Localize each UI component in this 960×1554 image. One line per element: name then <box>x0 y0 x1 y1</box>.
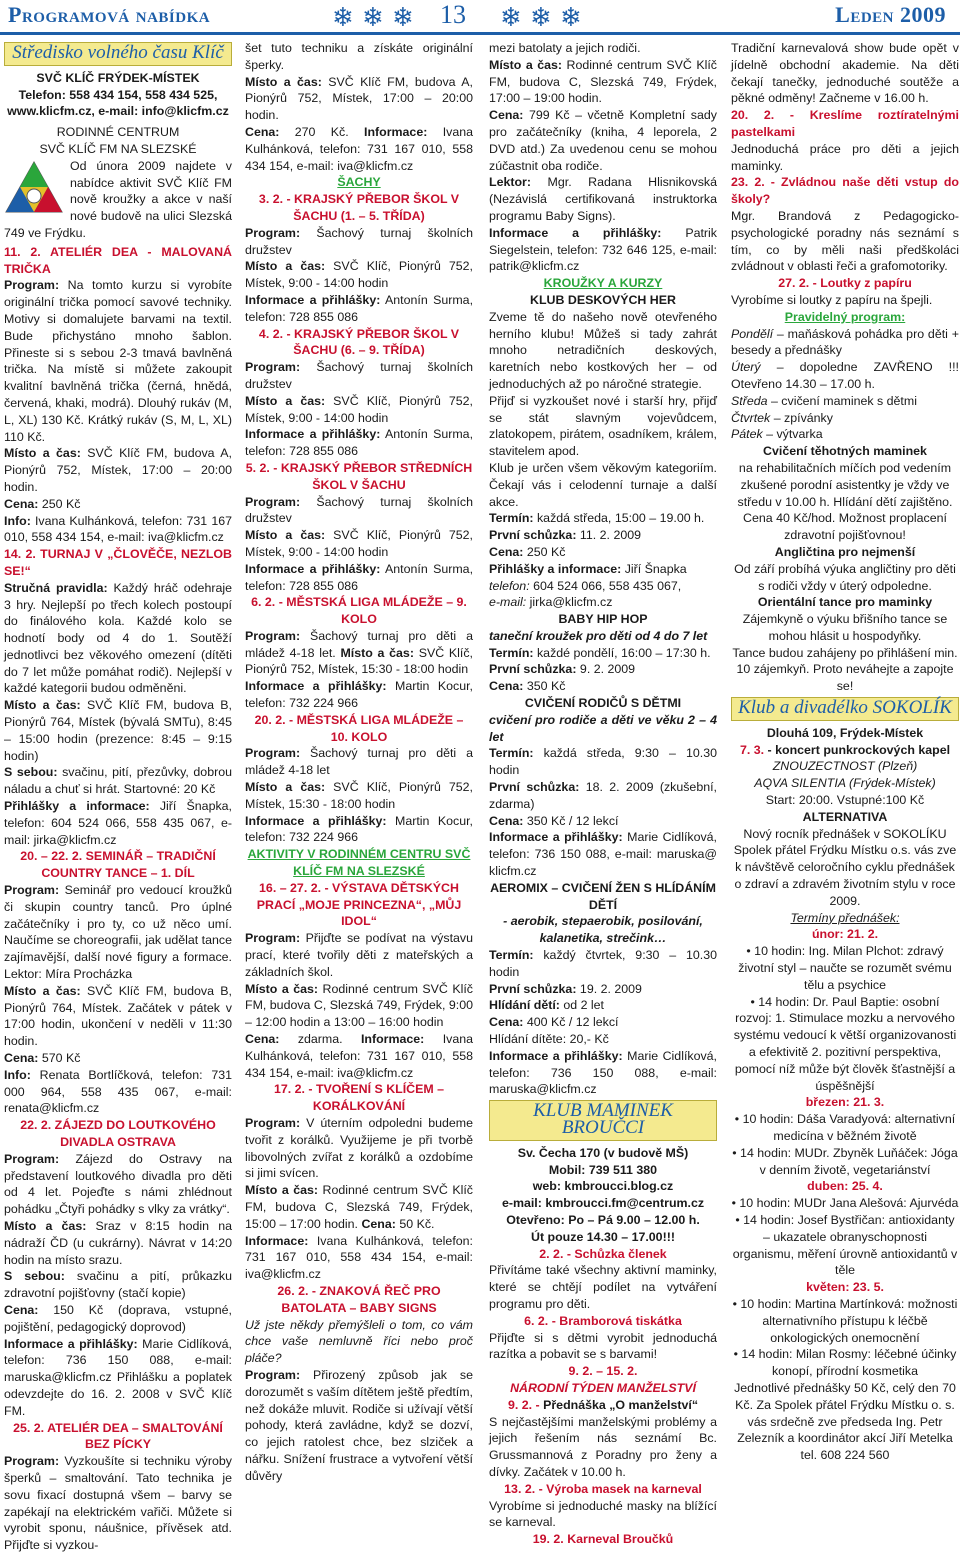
atelier-place: Místo a čas: SVČ Klíč FM, budova A, Pionýrů 752, Místek, 17:00 – 20:00 hodin. <box>4 446 232 494</box>
klub-e2-text: Přijďte si s dětmi vyrobit jednoduchá razítka a pobavit se s barvami! <box>489 1330 717 1362</box>
cont-lektor: Lektor: Mgr. Radana Hlisnikovská (Nezávislá certifikovaná instruktorka programu Baby Signs). <box>489 175 717 223</box>
centre-text: Od února 2009 najdete v nabídce aktivit SVČ Klíč FM nově kroužky a akce v naší nové budově na ulici Slezská 749 ve Frýdku. <box>4 158 232 240</box>
krouzky-heading: KROUŽKY A KURZY <box>543 276 663 291</box>
smaltovani-program: Program: Vyzkoušíte si techniku výroby šperků – smaltování. Tato technika je sovu fixací dostupná všem – barvy se zapékají na elektrickém vařiči. Můžete si vyrobit sponu, náušnice, přívěsek atd. Přijďte si vyzkou- <box>4 1454 232 1553</box>
deskove-text-3: Klub je určen všem věkovým kategoriím. Čekají vás i celodenní turnaje a další akce. <box>489 460 717 509</box>
zajezd-price: Cena: 150 Kč (doprava, vstupné, pojištění, pedagogický doprovod) <box>4 1302 232 1334</box>
cont-reg: Informace a přihlášky: Patrik Siegelstein, telefon: 732 646 125, e-mail: patrik@klicfm.cz <box>489 225 717 274</box>
org-name: SVČ KLÍČ FRÝDEK-MÍSTEK <box>36 70 200 85</box>
alt-month-3: duben: 25. 4. <box>807 1179 883 1194</box>
alt-text: Nový rocník přednášek v SOKOLÍKU Spolek přátel Frýdku Místku o.s. vás zve k návštěvě celoročního cyklu přednášek o zdraví a zdravém životním stylu v roce 2009. <box>733 826 957 908</box>
sachy-3-reg: Informace a přihlášky: Antonín Surma, telefon: 728 855 086 <box>245 561 474 593</box>
klub-e1-text: Přivítáme také všechny aktivní maminky, které se chtějí podílet na vytváření programu pro děti. <box>489 1263 717 1311</box>
vystava-place: Místo a čas: Rodinné centrum SVČ Klíč FM, budova C, Slezská 749, Frýdek, 9:00 – 12:00 hodin a 13:00 – 16:00 hodin <box>245 981 473 1030</box>
vystava-program: Program: Přijďte se podívat na výstavu prací, které tvořily děti z mateřských a základních škol. <box>245 931 473 979</box>
cviceni-price: Cena: 350 Kč / 12 lekcí <box>489 813 619 828</box>
aerobik-first: První schůzka: 19. 2. 2009 <box>489 981 642 996</box>
p3-title: 27. 2. - Loutky z papíru <box>778 276 912 291</box>
turnaj-place: Místo a čas: SVČ Klíč FM, budova B, Pionýrů 764, Místek (bývalá SMTu), 8:45 – 15:00 hodin (prezence: 8:45 – 9:15 hodin) <box>4 698 232 763</box>
atelier-title: 11. 2. ATELIÉR DEA - MALOVANÁ TRIČKA <box>4 244 232 276</box>
klub-e2-title: 6. 2. - Bramborová tiskátka <box>524 1313 682 1328</box>
sokolik-time: Start: 20:00. Vstupné:100 Kč <box>765 793 925 808</box>
hiphop-price: Cena: 350 Kč <box>489 679 566 694</box>
orient-title: Orientální tance pro maminky <box>757 595 933 610</box>
deskove-price: Cena: 250 Kč <box>489 544 566 559</box>
sachy-3-place: Místo a čas: SVČ Klíč, Pionýrů 752, Místek, 9:00 - 14:00 hodin <box>245 528 473 559</box>
seminar-info: Info: Renata Bortlíčková, telefon: 731 000 964, 558 435 067, e-mail: renata@klicfm.cz <box>4 1067 232 1116</box>
alt-terms: Termíny přednášek: <box>790 910 900 925</box>
snowflake-icon: ❄ <box>500 2 522 32</box>
turnaj-title: 14. 2. TURNAJ V „ČLOVĚČE, NEZLOB SE!“ <box>4 547 232 578</box>
sachy-2-place: Místo a čas: SVČ Klíč, Pionýrů 752, Místek, 9:00 - 14:00 hodin <box>245 393 473 425</box>
klub-e3-title: NÁRODNÍ TÝDEN MANŽELSTVÍ <box>510 1380 696 1395</box>
cont-price: Cena: 799 Kč – včetně Kompletní sady pro začátečníky (kniha, 4 leporela, 2 DVD atd.) Za uvedenou cenu se mohou zúčastnit oba rodiče. <box>489 108 717 173</box>
zajezd-program: Program: Zájezd do Ostravy na představení loutkového divadla pro děti od 4 let. Pojeďte s námi zhlédnout pohádku „Čtyři pohádky s vlky za vrátky“. <box>4 1151 232 1217</box>
zajezd-title: 22. 2. ZÁJEZD DO LOUTKOVÉHO DIVADLA OSTRAVA <box>20 1118 216 1149</box>
sachy-2-reg: Informace a přihlášky: Antonín Surma, telefon: 728 855 086 <box>245 427 474 459</box>
alt-m4-a: • 10 hodin: Martina Martínková: možnosti alternativního přístupu k léčbě onkologických onemocnění <box>732 1296 958 1345</box>
column-1 <box>4 40 233 1553</box>
sachy-1-program: Program: Šachový turnaj školních družstev <box>245 225 473 257</box>
cont-text: Tradiční karnevalová show bude opět v jídelně obchodní akademie. Na děti čekají tanečky, jednoduché soutěže a pěkné odměny! Začneme v 16.00 h. <box>731 41 959 106</box>
cviceni-term: Termín: každá středa, 9:30 – 10.30 hodin <box>489 746 717 778</box>
pravidelny-heading: Pravidelný program: <box>784 309 906 324</box>
klub-mobil: Mobil: 739 511 380 <box>548 1162 658 1177</box>
sachy-heading: ŠACHY <box>337 175 381 190</box>
angl-text: Od září probíhá výuka angličtiny pro děti s rodiči vždy v úterý odpoledne. <box>734 561 956 593</box>
cviceni-reg: Informace a přihlášky: Marie Cidlíková, telefon: 736 150 088, e-mail: maruska@ klicfm.cz <box>489 830 717 879</box>
deskove-tel: telefon: 604 524 066, 558 435 067, <box>489 578 682 593</box>
prav-3: Středa – cvičení maminek s dětmi <box>731 393 917 408</box>
column-4 <box>731 40 959 1463</box>
liga-2-title: 20. 2. - MĚSTSKÁ LIGA MLÁDEŽE – 10. KOLO <box>254 712 464 744</box>
p3-text: Vyrobíme si loutky z papíru na špejli. <box>731 292 933 307</box>
smaltovani-title: 25. 2. ATELIÉR DEA – SMALTOVÁNÍ BEZ PÍCKY <box>13 1420 223 1452</box>
vystava-title: 16. – 27. 2. - VÝSTAVA DĚTSKÝCH PRACÍ „MOJE PRINCEZNA“, „MŮJ IDOL“ <box>256 880 462 929</box>
koral-program: Program: V úterním odpoledni budeme tvořit z korálků. Využijeme je při tvorbě libovolných zvířat z korálků a ozdobíme si jimi svícen. <box>245 1116 473 1181</box>
prav-2: Úterý – dopoledne ZAVŘENO !!! Otevřeno 14.30 – 17.00 h. <box>731 360 959 391</box>
snowflake-icon: ❄ <box>362 2 384 32</box>
prav-4: Čtvrtek – zpívánky <box>731 410 833 425</box>
sachy-1-place: Místo a čas: SVČ Klíč, Pionýrů 752, Místek, 9:00 - 14:00 hodin <box>245 259 473 291</box>
org-web: www.klicfm.cz, e-mail: info@klicfm.cz <box>7 104 229 119</box>
sokolik-e1: 7. 3. - koncert punkrockových kapel <box>739 742 951 757</box>
cviceni-sub: cvičení pro rodiče a děti ve věku 2 – 4 let <box>489 712 717 744</box>
klic-logo-icon <box>4 160 64 216</box>
vystava-price: Cena: zdarma. Informace: Ivana Kulhánková, telefon: 731 167 010, 558 434 154, e-mail: iva@klicfm.cz <box>245 1032 473 1080</box>
box-title-broucci: KLUB MAMINEK BROUČCI <box>489 1100 717 1141</box>
seminar-program: Program: Seminář pro vedoucí kroužků či skupin country tanců. Pro úplné začátečníky i pro ty, co už něco umí. Naučíme se choreografii, jak udělat tance zajímavější, další nové figury a formace. Lektor: Míra Procházka <box>4 883 232 982</box>
deskove-text-1: Zveme tě do našeho nově otevřeného herního klubu! Můžeš si tady zahrát mnoho netradičních deskových, karetních nebo kostkových her – od jednoduchých až po náročné strategie. <box>489 309 717 391</box>
p2-title: 23. 2. - Zvládnou naše děti vstup do školy? <box>731 175 959 207</box>
prav-1: Pondělí – maňásková pohádka pro děti + besedy a přednášky <box>731 326 959 358</box>
snowflake-icon: ❄ <box>332 2 354 32</box>
cont-place: Místo a čas: SVČ Klíč FM, budova A, Pionýrů 752, Místek, 17:00 – 20:00 hodin. <box>245 74 473 123</box>
org-phone: Telefon: 558 434 154, 558 434 525, <box>18 87 218 102</box>
aerobik-care: Hlídání dětí: od 2 let <box>489 998 605 1013</box>
zajezd-reg: Informace a přihlášky: Marie Cidlíková, telefon: 736 150 088, e-mail: maruska@klicfm.cz Přihlášku a poplatek odevzdejte do 16. 2. 2008 v SVČ Klíč FM. <box>4 1336 232 1418</box>
page-number: 13 <box>440 0 466 29</box>
alt-foot: Jednotlivé přednášky 50 Kč, celý den 70 Kč. Za Spolek přátel Frýdku Místku o. s. vás srdečně zve předseda Ing. Petr Zelezník a koordinátor akcí Jiří Metelka tel. 608 224 560 <box>734 1380 956 1463</box>
turnaj-with: S sebou: svačinu, pití, přezůvky, dobrou náladu a chuť si hrát. Startovné: 20 Kč <box>4 765 232 797</box>
p1-title: 20. 2. - Kreslíme roztíratelnými pastelkami <box>731 108 959 139</box>
zajezd-with: S sebou: svačinu a pití, průkazku zdravotní pojišťovny (stačí kopie) <box>4 1269 232 1301</box>
sachy-2-title: 4. 2. - KRAJSKÝ PŘEBOR ŠKOL V ŠACHU (6. – 9. TŘÍDA) <box>258 326 460 358</box>
cont-price: Cena: 270 Kč. Informace: Ivana Kulhánková, telefon: 731 167 010, 558 434 154, e-mail: iva@klicfm.cz <box>245 124 473 173</box>
alt-month-1: únor: 21. 2. <box>811 927 879 942</box>
hiphop-term: Termín: každé pondělí, 16:00 – 17:30 h. <box>489 645 711 660</box>
deskove-mail: e-mail: jirka@klicfm.cz <box>489 595 613 610</box>
klub-e3-date: 9. 2. – 15. 2. <box>568 1364 638 1379</box>
alt-month-2: březen: 21. 3. <box>805 1095 885 1110</box>
page-header <box>0 0 960 34</box>
header-rule <box>0 32 960 35</box>
liga-1-title: 6. 2. - MĚSTSKÁ LIGA MLÁDEŽE – 9. KOLO <box>251 595 467 627</box>
issue-date: Leden 2009 <box>835 2 946 27</box>
aerobik-sub: - aerobik, stepaerobik, posilování, kalanetika, strečink… <box>503 914 703 946</box>
sachy-1-title: 3. 2. - KRAJSKÝ PŘEBOR ŠKOL V ŠACHU (1. – 5. TŘÍDA) <box>258 192 460 223</box>
klub-open: Otevřeno: Po – Pá 9.00 – 12.00 h. <box>506 1212 700 1227</box>
liga-2-place: Místo a čas: SVČ Klíč, Pionýrů 752, Místek, 15:30 - 18:00 hodin <box>245 780 473 811</box>
alt-m1-b: • 14 hodin: Dr. Paul Baptie: osobní rozvoj: 1. Stimulace mozku a nervového systému vedoucí k větší organizovanosti a efektivitě 2. pozitivní perspektiva, pomocí níž může být člověk šťastnější a úspěšnější <box>733 994 957 1093</box>
sachy-3-title: 5. 2. - KRAJSKÝ PŘEBOR STŘEDNÍCH ŠKOL V ŠACHU <box>245 460 473 492</box>
atelier-price: Cena: 250 Kč <box>4 496 81 511</box>
aerobik-reg: Informace a přihlášky: Marie Cidlíková, telefon: 736 150 088, e-mail: maruska@klicfm.cz <box>489 1048 717 1097</box>
koral-title: 17. 2. - TVOŘENÍ S KLÍČEM – KORÁLKOVÁNÍ <box>273 1082 445 1114</box>
p1-text: Jednoduchá práce pro děti a jejich maminky. <box>731 141 959 173</box>
p2-text: Mgr. Brandová z Pedagogicko-psychologické poradny nás seznámí s tím, co by měli naši předškoláci zvládnout v oblasti řeči a grafomotoriky. <box>731 208 959 274</box>
atelier-info: Info: Ivana Kulhánková, telefon: 731 167 010, 558 434 154, e-mail: iva@klicfm.cz <box>4 513 232 545</box>
klub-e4-title: 13. 2. - Výroba masek na karneval <box>504 1481 702 1496</box>
deskove-text-2: Přijď si vyzkoušet nové i starší hry, přijď se stát slavným vojevůdcem, zlatokopem, pirátem, osadníkem, králem, stavitelem apod. <box>489 393 717 459</box>
hiphop-sub: taneční kroužek pro děti od 4 do 7 let <box>489 628 708 643</box>
cviceni-first: První schůzka: 18. 2. 2009 (zkušební, zdarma) <box>489 780 717 811</box>
liga-1-program: Program: Šachový turnaj pro děti a mládež 4-18 let. Místo a čas: SVČ Klíč, Pionýrů 752, Místek, 15:30 - 18:00 hodin <box>245 628 473 677</box>
snowflake-icon: ❄ <box>560 2 582 32</box>
cont-text: šet tuto techniku a získáte originální šperky. <box>245 41 473 72</box>
orient-text-2: Tance budou zahájeny po přihlášení min. 10 zájemkyň. Proto neváhejte a zapojte se! <box>732 645 958 694</box>
sachy-2-program: Program: Šachový turnaj školních družstev <box>245 360 473 391</box>
sokolik-band-2: AQVA SILENTIA (Frýdek-Místek) <box>754 776 936 791</box>
turnaj-rules: Stručná pravidla: Každý hráč odehraje 3 hry. Nejlepší po třech kolech postoupí do finálového kola. Každé kolo se hodnotí body od 4 do 1. Soutěží jednotlivci bez věkového omezení (dítěti do 7 let může pomáhat rodič). Nejlepší v každé kategorii budou odměněni. <box>4 580 233 696</box>
klub-web: web: kmbroucci.blog.cz <box>532 1179 674 1194</box>
sokolik-addr: Dlouhá 109, Frýdek-Místek <box>766 725 924 740</box>
snowflake-icon: ❄ <box>392 2 414 32</box>
deskove-first: První schůzka: 11. 2. 2009 <box>489 528 642 543</box>
box-title-sokolik: Klub a divadélko SOKOLÍK <box>731 697 959 721</box>
liga-2-reg: Informace a přihlášky: Martin Kocur, telefon: 732 224 966 <box>245 813 473 845</box>
cviceni-title: Cvičení těhotných maminek <box>763 444 927 459</box>
alt-m2-b: • 14 hodin: MUDr. Zbyněk Luňáček: Jóga v denním životě, vegetariánství <box>732 1145 958 1177</box>
aktivity-heading: AKTIVITY V RODINNÉM CENTRU SVČ KLÍČ FM NA SLEZSKÉ <box>247 847 471 879</box>
hiphop-first: První schůzka: 9. 2. 2009 <box>489 662 636 677</box>
zajezd-place: Místo a čas: Sraz v 8:15 hodin na nádraží ČD (u cukrárny). Návrat v 14:20 hodin na místo srazu. <box>4 1218 232 1267</box>
deskove-term: Termín: každá středa, 15:00 – 19.00 h. <box>489 511 705 526</box>
seminar-place: Místo a čas: SVČ Klíč FM, budova B, Pionýrů 764, Místek. Začátek v pátek v 17:00 hodin, ukončení v neděli v 11:30 hodin. <box>4 983 232 1049</box>
orient-text: Zájemkyně o výuku břišního tance se mohou hlásit u hospodyňky. <box>742 612 948 643</box>
section-title: Programová nabídka <box>8 2 211 27</box>
centre-title: RODINNÉ CENTRUM SVČ KLÍČ FM NA SLEZSKÉ <box>39 125 197 156</box>
koral-info: Informace: Ivana Kulhánková, telefon: 731 167 010, 558 434 154, e-mail: iva@klicfm.cz <box>245 1233 473 1282</box>
klub-ut: Út pouze 14.30 – 17.00!!! <box>531 1229 675 1244</box>
atelier-program: Program: Na tomto kurzu si vyrobíte originální trička pomocí savové techniky. Motivy si domalujete barvami na textil. Bude přichystáno mnoho šablon. Přineste si s sebou 2-3 tmavá bavlněná trička. Na místě si můžete zakoupit kvalitní bavlněná trička (černá, hnědá, červená, khaki, modrá). Dlouhý rukáv (M, L, XL) 130 Kč. Krátký rukáv (S, M, L, XL) 110 Kč. <box>4 278 233 444</box>
klub-e3-sub: 9. 2. - Přednáška „O manželství“ <box>507 1397 699 1412</box>
aerobik-price: Cena: 400 Kč / 12 lekcí <box>489 1015 619 1030</box>
sokolik-band-1: ZNOUZECTNOST (Plzeň) <box>772 759 918 774</box>
cont-text: mezi batolaty a jejich rodiči. <box>489 41 641 55</box>
cviceni-text: na rehabilitačních míčích pod vedením zkušené porodní asistentky je vždy ve středu v 10.00 h. Hlídání dětí zajištěno. Cena 40 Kč/hod. Možnost proplacení zdravotní pojišťovnou! <box>737 460 953 543</box>
snowflake-icon: ❄ <box>530 2 552 32</box>
hiphop-title: BABY HIP HOP <box>558 612 648 627</box>
seminar-price: Cena: 570 Kč <box>4 1051 81 1066</box>
turnaj-reg: Přihlášky a informace: Jiří Šnapka, telefon: 604 524 066, 558 435 067, e-mail: jirka@klicfm.cz <box>4 799 232 847</box>
column-3 <box>489 40 717 1547</box>
koral-place: Místo a čas: Rodinné centrum SVČ Klíč FM, budova C, Slezská 749, Frýdek, 15:00 – 17:00 hodin. Cena: 50 Kč. <box>245 1183 473 1231</box>
cont-place: Místo a čas: Rodinné centrum SVČ Klíč FM, budova C, Slezská 749, Frýdek, 17:00 – 19:00 hodin. <box>489 57 717 106</box>
znak-program: Program: Přirozený způsob jak se dorozumět s vaším dítětem ještě předtím, než dokáže mluvit. Rodiče si užívají větší pohody, která zavládne, když se dozví, co jejich ratolest chce, bez slziček a nářku. Snížení frustrace a vytvoření větší důvěry <box>245 1367 473 1483</box>
liga-1-reg: Informace a přihlášky: Martin Kocur, telefon: 732 224 966 <box>245 679 473 711</box>
angl-title: Angličtina pro nejmenší <box>774 544 916 559</box>
aerobik-title: AEROMIX – CVIČENÍ ŽEN S HLÍDÁNÍM DĚTÍ <box>490 880 716 912</box>
znak-intro: Už jste někdy přemýšleli o tom, co vám chce vaše nemluvně říci nebo proč pláče? <box>245 1317 473 1366</box>
alt-m3-a: • 10 hodin: MUDr Jana Alešová: Ajurvéda <box>731 1196 959 1211</box>
klub-e5-title: 19. 2. Karneval Broučků <box>532 1532 674 1547</box>
alt-title: ALTERNATIVA <box>802 809 888 824</box>
klub-e4-text: Vyrobíme si jednoduché masky na blížící se karneval. <box>489 1498 717 1530</box>
klub-e1-title: 2. 2. - Schůzka členek <box>539 1246 667 1261</box>
prav-5: Pátek – výtvarka <box>731 427 823 442</box>
alt-month-4: květen: 23. 5. <box>806 1280 884 1295</box>
deskove-reg: Přihlášky a informace: Jiří Šnapka <box>489 561 687 576</box>
deskove-title: KLUB DESKOVÝCH HER <box>530 292 676 307</box>
column-2 <box>245 40 474 1483</box>
alt-m1-a: • 10 hodin: Ing. Milan Plchot: zdravý životní styl – naučte se rozumět svému tělu a psychice <box>738 944 952 992</box>
liga-2-program: Program: Šachový turnaj pro děti a mládež 4-18 let <box>245 746 473 778</box>
klub-e3-text: S nejčastějšími manželskými problémy a jejich řešením nás seznámí Bc. Grussmannová z Poradny pro ženy a dívky. Začátek v 10.00 h. <box>489 1414 717 1479</box>
aerobik-term: Termín: každý čtvrtek, 9:30 – 10.30 hodin <box>489 948 717 979</box>
seminar-title: 20. – 22. 2. SEMINÁŘ – TRADIČNÍ COUNTRY TANCE – 1. DÍL <box>20 849 216 881</box>
klub-mail: e-mail: kmbroucci.fm@centrum.cz <box>501 1196 705 1211</box>
cviceni-title: CVIČENÍ RODIČŮ S DĚTMI <box>524 696 682 711</box>
alt-m3-b: • 14 hodin: Josef Bystřičan: antioxidanty – ukazatele obranyschopnosti organismu, měření úrovně antioxidantů v těle <box>732 1212 958 1278</box>
znak-title: 26. 2. - ZNAKOVÁ ŘEČ PRO BATOLATA – BABY SIGNS <box>277 1283 441 1315</box>
sachy-1-reg: Informace a přihlášky: Antonín Surma, telefon: 728 855 086 <box>245 292 474 324</box>
sachy-3-program: Program: Šachový turnaj školních družstev <box>245 494 473 526</box>
aerobik-care-2: Hlídání dítěte: 20,- Kč <box>489 1032 609 1047</box>
klub-addr: Sv. Čecha 170 (v budově MŠ) <box>517 1145 689 1160</box>
alt-m4-b: • 14 hodin: Milan Rosmy: léčebné účinky konopí, přírodní kosmetika <box>733 1347 957 1379</box>
box-title-klic: Středisko volného času Klíč <box>4 42 232 66</box>
alt-m2-a: • 10 hodin: Dáša Varadyová: alternativní medicína v běžném životě <box>734 1112 956 1143</box>
